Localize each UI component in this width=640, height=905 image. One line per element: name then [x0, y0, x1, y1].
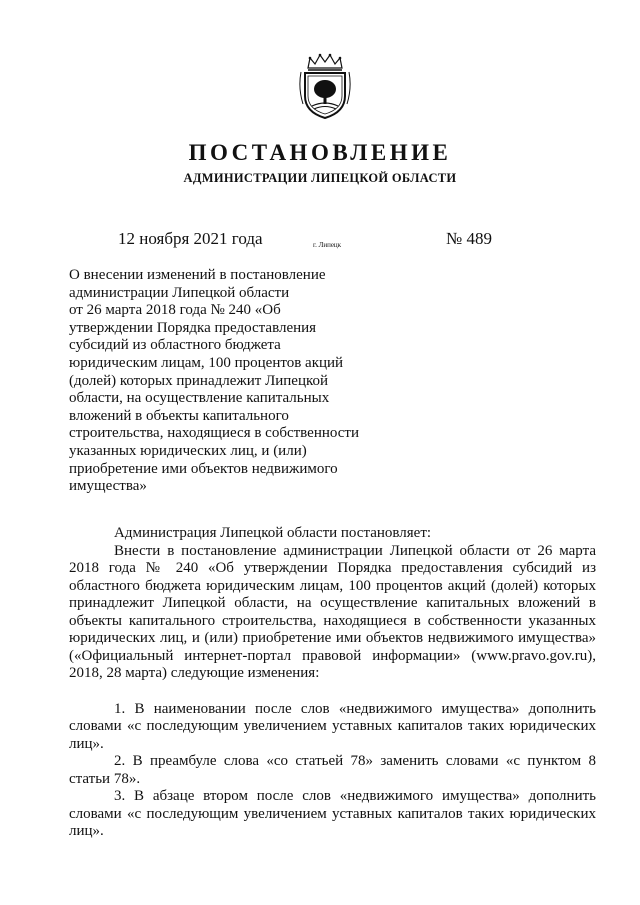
amendment-item-1: [69, 701, 596, 754]
body-line: словами «с последующим увеличением уставных капиталов таких юридических: [69, 718, 596, 734]
amendment-item-2: [69, 753, 596, 788]
heading-line: субсидий из областного бюджета: [69, 337, 281, 354]
body-line: 3. В абзаце втором после слов «недвижимого имущества» дополнить: [114, 788, 596, 804]
issuing-authority: АДМИНИСТРАЦИИ ЛИПЕЦКОЙ ОБЛАСТИ: [183, 171, 457, 185]
heading-line: вложений в объекты капитального: [69, 407, 289, 424]
intro-paragraph: [69, 543, 596, 683]
body-line: 2018, 28 марта) следующие изменения:: [69, 665, 320, 681]
body-line: статьи 78».: [69, 770, 141, 787]
document-title: ПОСТАНОВЛЕНИЕ: [188, 140, 452, 165]
heading-line: приобретение ими объектов недвижимого: [69, 460, 338, 477]
body-line: лиц».: [69, 823, 104, 839]
heading-line: указанных юридических лиц, и (или): [69, 442, 307, 459]
amendment-item-3: [69, 788, 596, 841]
body-line: юридических лиц, и (или) приобретение ими объектов недвижимого имущества»: [69, 630, 596, 646]
heading-line: имущества»: [69, 478, 147, 495]
body-line: Внести в постановление администрации Липецкой области от 26 марта: [114, 542, 596, 559]
body-line: («Официальный интернет-портал правовой информации» (www.pravo.gov.ru),: [69, 647, 596, 664]
decree-line: Администрация Липецкой области постановляет:: [114, 525, 432, 541]
body-line: 2. В преамбуле слова «со статьей 78» заменить словами «с пунктом 8: [114, 753, 596, 769]
coat-of-arms-icon: [298, 52, 352, 120]
body-line: словами «с последующим увеличением уставных капиталов таких юридических: [69, 805, 596, 822]
body-line: 2018 года № 240 «Об утверждении Порядка предоставления субсидий из: [69, 560, 596, 576]
heading-line: области, на осуществление капитальных: [69, 390, 330, 407]
document-body: [69, 525, 596, 841]
heading-line: юридическим лицам, 100 процентов акций: [69, 354, 344, 371]
heading-line: строительства, находящиеся в собственности: [69, 425, 360, 442]
document-city: г. Липецк: [313, 241, 342, 249]
body-line: лиц».: [69, 735, 104, 752]
heading-line: от 26 марта 2018 года № 240 «Об: [69, 302, 281, 319]
body-line: объекты капитального строительства, находящиеся в собственности указанных: [69, 612, 596, 629]
body-line: принадлежит Липецкой области, на осуществление капитальных вложений в: [69, 595, 596, 611]
body-line: областного бюджета юридическим лицам, 100 процентов акций (долей) которых: [69, 577, 596, 594]
document-heading: [69, 267, 379, 496]
document-number: № 489: [446, 229, 492, 248]
body-line: 1. В наименовании после слов «недвижимого имущества» дополнить: [114, 700, 596, 717]
heading-line: (долей) которых принадлежит Липецкой: [69, 372, 329, 389]
document-date: 12 ноября 2021 года: [118, 229, 263, 248]
heading-line: О внесении изменений в постановление: [69, 267, 326, 283]
heading-line: администрации Липецкой области: [69, 284, 290, 301]
heading-line: утверждении Порядка предоставления: [69, 319, 317, 336]
